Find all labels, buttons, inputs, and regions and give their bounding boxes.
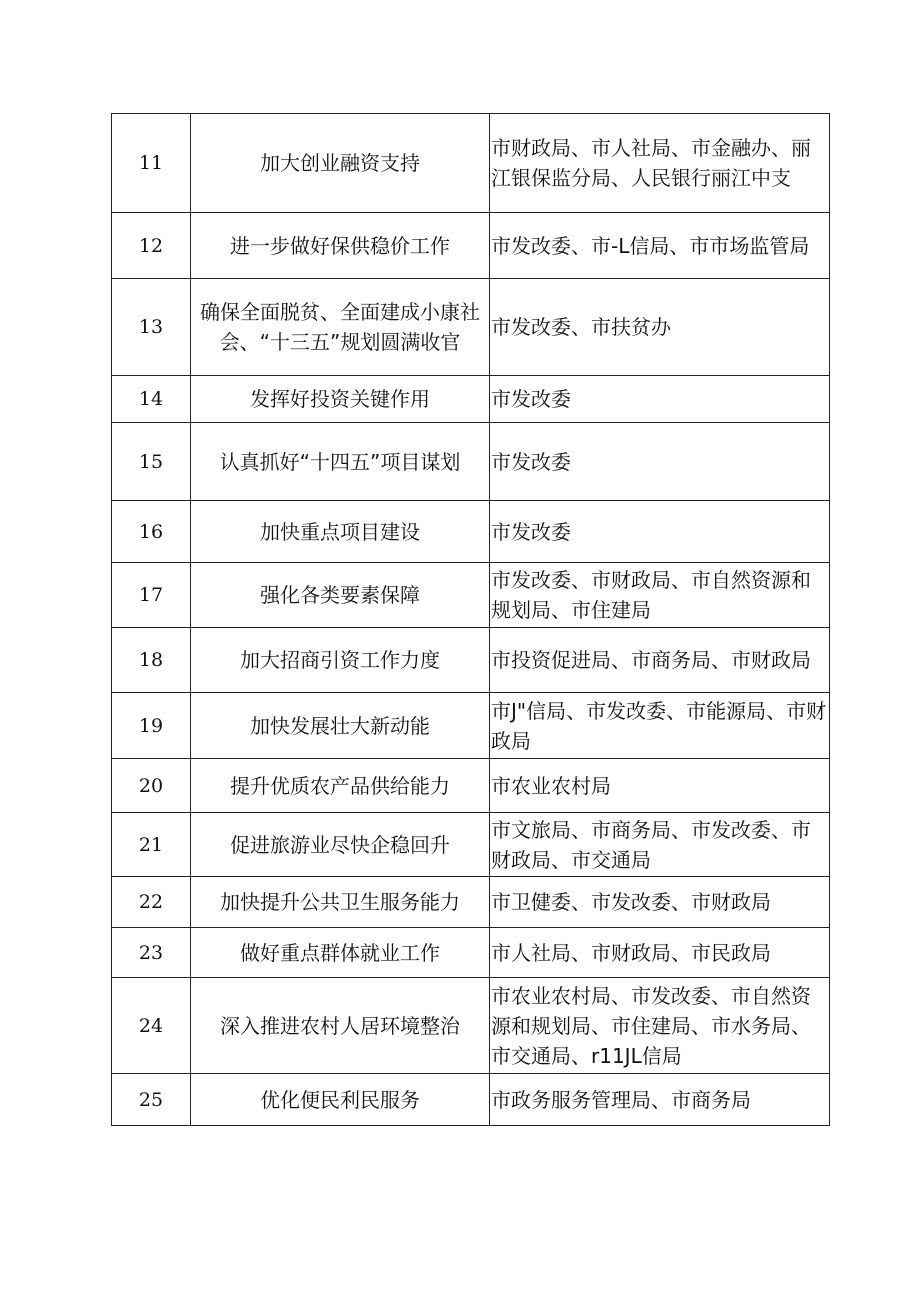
row-number-cell bbox=[112, 928, 191, 978]
row-number: 13 bbox=[138, 316, 164, 338]
task-name-cell bbox=[191, 813, 490, 877]
task-name-cell bbox=[191, 928, 490, 978]
task-name: 促进旅游业尽快企稳回升 bbox=[230, 832, 450, 857]
responsible-departments-cell bbox=[490, 114, 830, 213]
responsible-departments: 市农业农村局 bbox=[491, 773, 611, 798]
task-name-cell bbox=[191, 1074, 490, 1126]
responsible-departments-cell bbox=[490, 563, 830, 628]
responsible-departments: 市发改委、市扶贫办 bbox=[491, 315, 671, 339]
task-table-body bbox=[112, 114, 830, 1126]
responsible-departments-cell bbox=[490, 877, 830, 928]
table-row bbox=[112, 376, 830, 423]
responsible-departments-cell bbox=[490, 376, 830, 423]
task-name-cell bbox=[191, 693, 490, 759]
responsible-departments: 市J"信局、市发改委、市能源局、市财政局 bbox=[491, 698, 827, 753]
task-name: 加快提升公共卫生服务能力 bbox=[220, 890, 460, 914]
row-number: 19 bbox=[138, 714, 164, 737]
task-name: 深入推进农村人居环境整治 bbox=[220, 1013, 460, 1038]
responsible-departments-cell bbox=[490, 279, 830, 376]
table-row bbox=[112, 423, 830, 501]
responsible-departments: 市财政局、市人社局、市金融办、丽江银保监分局、人民银行丽江中支 bbox=[491, 136, 811, 190]
responsible-departments-cell bbox=[490, 213, 830, 279]
row-number: 12 bbox=[138, 234, 164, 257]
task-name-cell bbox=[191, 423, 490, 501]
table-row bbox=[112, 628, 830, 693]
task-name: 确保全面脱贫、全面建成小康社会、“十三五”规划圆满收官 bbox=[200, 300, 480, 354]
row-number: 11 bbox=[138, 152, 164, 174]
responsible-departments: 市发改委 bbox=[491, 519, 571, 544]
table-row bbox=[112, 1074, 830, 1126]
row-number: 23 bbox=[138, 941, 164, 964]
row-number-cell bbox=[112, 213, 191, 279]
row-number-cell bbox=[112, 628, 191, 693]
responsible-departments: 市发改委 bbox=[491, 387, 571, 411]
responsible-departments-cell bbox=[490, 693, 830, 759]
row-number: 16 bbox=[138, 520, 164, 543]
row-number-cell bbox=[112, 114, 191, 213]
task-name: 加大创业融资支持 bbox=[260, 151, 420, 175]
task-table bbox=[111, 113, 830, 1126]
row-number: 14 bbox=[138, 388, 164, 410]
table-row bbox=[112, 928, 830, 978]
row-number-cell bbox=[112, 423, 191, 501]
table-row bbox=[112, 501, 830, 563]
table-row bbox=[112, 114, 830, 213]
responsible-departments: 市投资促进局、市商务局、市财政局 bbox=[491, 648, 811, 672]
responsible-departments-cell bbox=[490, 928, 830, 978]
task-name-cell bbox=[191, 114, 490, 213]
responsible-departments-cell bbox=[490, 501, 830, 563]
task-name: 进一步做好保供稳价工作 bbox=[230, 233, 450, 258]
task-name-cell bbox=[191, 877, 490, 928]
task-name-cell bbox=[191, 759, 490, 813]
responsible-departments: 市文旅局、市商务局、市发改委、市财政局、市交通局 bbox=[491, 817, 811, 872]
row-number: 17 bbox=[138, 584, 164, 606]
task-name-cell bbox=[191, 501, 490, 563]
task-name-cell bbox=[191, 279, 490, 376]
task-name: 认真抓好“十四五”项目谋划 bbox=[219, 449, 461, 474]
row-number-cell bbox=[112, 376, 191, 423]
task-name-cell bbox=[191, 213, 490, 279]
responsible-departments: 市农业农村局、市发改委、市自然资源和规划局、市住建局、市水务局、市交通局、r11JL信局 bbox=[491, 983, 811, 1068]
table-row bbox=[112, 978, 830, 1074]
row-number-cell bbox=[112, 1074, 191, 1126]
row-number: 25 bbox=[138, 1088, 164, 1111]
responsible-departments: 市发改委、市财政局、市自然资源和规划局、市住建局 bbox=[491, 568, 811, 622]
row-number-cell bbox=[112, 759, 191, 813]
responsible-departments: 市政务服务管理局、市商务局 bbox=[491, 1087, 751, 1112]
responsible-departments-cell bbox=[490, 423, 830, 501]
responsible-departments: 市卫健委、市发改委、市财政局 bbox=[491, 890, 771, 914]
table-row bbox=[112, 279, 830, 376]
row-number-cell bbox=[112, 693, 191, 759]
table-row bbox=[112, 693, 830, 759]
row-number: 20 bbox=[138, 774, 164, 797]
table-row bbox=[112, 877, 830, 928]
task-name: 优化便民利民服务 bbox=[260, 1087, 420, 1112]
table-row bbox=[112, 813, 830, 877]
responsible-departments-cell bbox=[490, 813, 830, 877]
task-name-cell bbox=[191, 563, 490, 628]
task-name-cell bbox=[191, 628, 490, 693]
row-number: 15 bbox=[138, 450, 164, 473]
responsible-departments-cell bbox=[490, 759, 830, 813]
task-name: 提升优质农产品供给能力 bbox=[230, 773, 450, 798]
task-name: 做好重点群体就业工作 bbox=[240, 940, 440, 965]
task-name: 发挥好投资关键作用 bbox=[250, 387, 430, 411]
task-name: 加大招商引资工作力度 bbox=[240, 648, 440, 672]
table-row bbox=[112, 213, 830, 279]
row-number-cell bbox=[112, 279, 191, 376]
responsible-departments-cell bbox=[490, 978, 830, 1074]
responsible-departments-cell bbox=[490, 1074, 830, 1126]
responsible-departments: 市人社局、市财政局、市民政局 bbox=[491, 940, 771, 965]
row-number-cell bbox=[112, 813, 191, 877]
row-number: 21 bbox=[138, 833, 164, 856]
row-number-cell bbox=[112, 877, 191, 928]
row-number: 22 bbox=[138, 891, 164, 913]
row-number: 18 bbox=[138, 649, 164, 671]
task-name-cell bbox=[191, 376, 490, 423]
table-row bbox=[112, 759, 830, 813]
task-name: 加快重点项目建设 bbox=[260, 519, 420, 544]
row-number-cell bbox=[112, 978, 191, 1074]
row-number-cell bbox=[112, 501, 191, 563]
row-number-cell bbox=[112, 563, 191, 628]
task-name: 强化各类要素保障 bbox=[260, 583, 420, 607]
row-number: 24 bbox=[138, 1014, 164, 1037]
table-row bbox=[112, 563, 830, 628]
task-name: 加快发展壮大新动能 bbox=[250, 713, 430, 738]
responsible-departments: 市发改委 bbox=[491, 449, 571, 474]
task-name-cell bbox=[191, 978, 490, 1074]
responsible-departments: 市发改委、市-L信局、市市场监管局 bbox=[491, 233, 810, 258]
responsible-departments-cell bbox=[490, 628, 830, 693]
